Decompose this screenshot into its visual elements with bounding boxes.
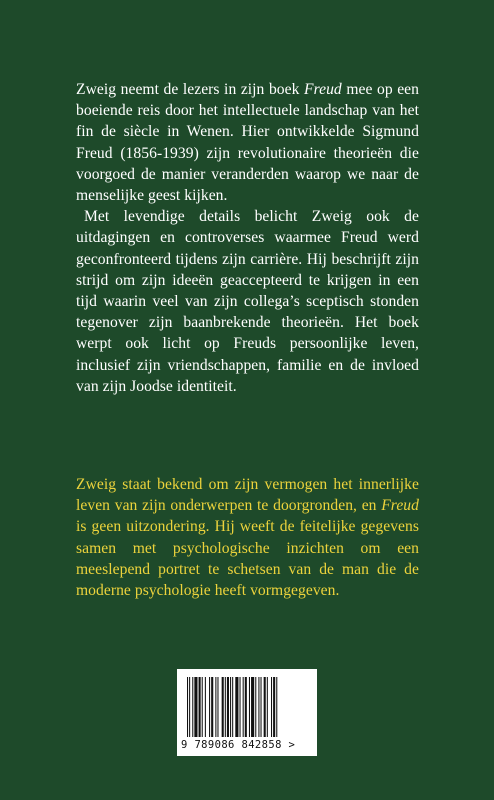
highlight-block (76, 474, 419, 601)
barcode-bar (267, 677, 268, 737)
book-title-mention: Freud (304, 81, 342, 98)
highlight-paragraph: Zweig staat bekend om zijn vermogen het innerlijke leven van zijn onderwerpen te doorgronden, en Freud is geen uitzondering. Hij weeft de feitelijke gegevens samen met psychologische inzichten om een meeslepend portret te schetsen van de man die de moderne psychologie heeft vormgegeven. (76, 476, 419, 600)
barcode-bar (205, 677, 206, 737)
barcode-bar (240, 677, 241, 737)
barcode-bar (273, 677, 275, 737)
barcode-bar (230, 677, 231, 737)
barcode-bar (264, 677, 266, 737)
barcode-bar (189, 677, 190, 737)
barcode-bar (249, 677, 250, 737)
isbn-barcode (177, 669, 317, 756)
barcode-bar (235, 677, 238, 737)
barcode-bar (209, 677, 210, 737)
barcode-bar (271, 677, 272, 737)
barcode-bar (194, 677, 197, 737)
barcode-bar (258, 677, 259, 737)
barcode-bar (215, 677, 216, 737)
barcode-bar (255, 677, 256, 737)
barcode-bar (202, 677, 203, 737)
barcode-bar (222, 677, 224, 737)
barcode-bar (232, 677, 233, 737)
barcode-bar (211, 677, 213, 737)
barcode-bar (251, 677, 254, 737)
barcode-bar (187, 677, 188, 737)
barcode-bar (225, 677, 226, 737)
barcode-bar (243, 677, 244, 737)
barcode-bar (199, 677, 201, 737)
barcode-bar (192, 677, 193, 737)
barcode-bar (227, 677, 229, 737)
barcode-bar (261, 677, 262, 737)
isbn-number: 9 789086 842858 > (181, 739, 296, 751)
barcode-bar (276, 677, 277, 737)
barcode-bars (185, 677, 309, 739)
barcode-bar (217, 677, 218, 737)
barcode-bar (245, 677, 247, 737)
book-title-mention: Freud (381, 497, 419, 515)
intro-paragraph: Zweig neemt de lezers in zijn boek Freud mee op een boeiende reis door het intellectuele landschap van het fin de siècle in Wenen. Hier ontwikkelde Sigmund Freud (1856-1939) zijn revolutionaire theorieën die voorgoed de manier veranderden waarop we naar de menselijke geest kijken. (76, 81, 419, 205)
description-block (76, 79, 419, 397)
details-paragraph: Met levendige details belicht Zweig ook de uitdagingen en controverses waarmee Freud werd geconfronteerd tijdens zijn carrière. Hij beschrijft zijn strijd om zijn ideeën geaccepteerd te krijgen in een tijd waarin veel van zijn collega’s sceptisch stonden tegenover zijn baanbrekende theorieën. Het boek werpt ook licht op Freuds persoonlijke leven, inclusief zijn vriendschappen, familie en de invloed van zijn Joodse identiteit. (76, 208, 419, 395)
